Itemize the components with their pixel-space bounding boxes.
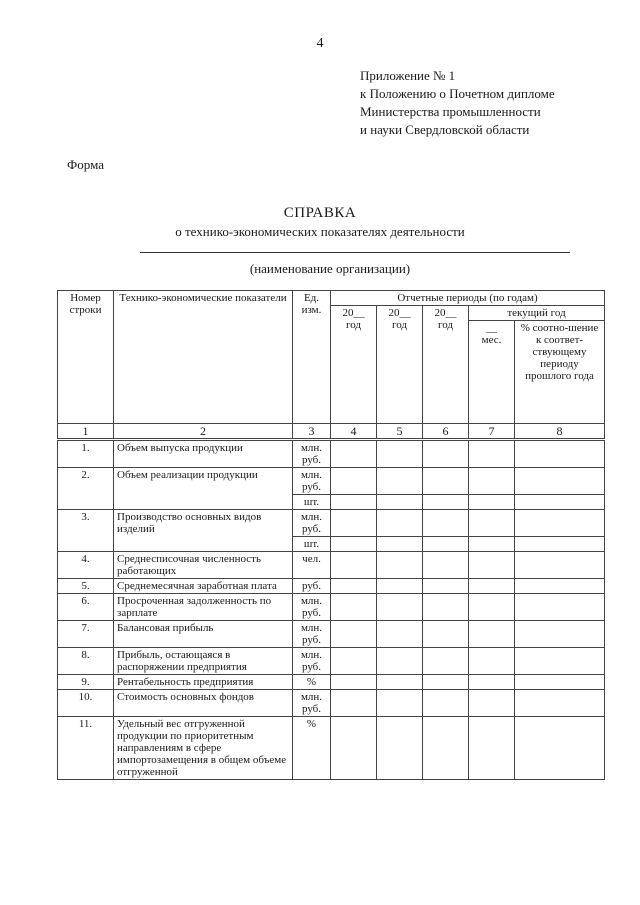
header-year-2: 20__ год bbox=[377, 306, 423, 424]
value-cell bbox=[423, 537, 469, 552]
appendix-line: Министерства промышленности bbox=[360, 104, 541, 119]
value-cell bbox=[469, 552, 515, 579]
value-cell bbox=[515, 552, 605, 579]
organization-name-caption: (наименование организации) bbox=[249, 261, 411, 276]
unit-cell: шт. bbox=[293, 537, 331, 552]
page-number: 4 bbox=[316, 36, 324, 51]
value-cell bbox=[515, 690, 605, 717]
value-cell bbox=[331, 537, 377, 552]
value-cell bbox=[515, 468, 605, 495]
value-cell bbox=[377, 648, 423, 675]
column-number: 5 bbox=[377, 424, 423, 440]
value-cell bbox=[469, 621, 515, 648]
value-cell bbox=[331, 440, 377, 468]
unit-cell: млн. руб. bbox=[293, 648, 331, 675]
table-row bbox=[58, 675, 605, 690]
value-cell bbox=[469, 537, 515, 552]
row-number: 9. bbox=[58, 675, 114, 690]
indicator-name: Стоимость основных фондов bbox=[114, 690, 293, 717]
indicator-name: Среднемесячная заработная плата bbox=[114, 579, 293, 594]
row-number: 6. bbox=[58, 594, 114, 621]
value-cell bbox=[377, 468, 423, 495]
value-cell bbox=[377, 510, 423, 537]
unit-cell: млн. руб. bbox=[293, 621, 331, 648]
value-cell bbox=[377, 552, 423, 579]
value-cell bbox=[469, 510, 515, 537]
appendix-line: Приложение № 1 bbox=[360, 68, 456, 83]
value-cell bbox=[423, 495, 469, 510]
row-number: 3. bbox=[58, 510, 114, 552]
table-row bbox=[58, 552, 605, 579]
value-cell bbox=[423, 510, 469, 537]
value-cell bbox=[515, 717, 605, 780]
value-cell bbox=[515, 579, 605, 594]
value-cell bbox=[469, 717, 515, 780]
unit-cell: млн. руб. bbox=[293, 468, 331, 495]
row-number: 4. bbox=[58, 552, 114, 579]
column-number: 7 bbox=[469, 424, 515, 440]
value-cell bbox=[423, 621, 469, 648]
column-number: 8 bbox=[515, 424, 605, 440]
value-cell bbox=[331, 594, 377, 621]
value-cell bbox=[331, 468, 377, 495]
indicator-name: Балансовая прибыль bbox=[114, 621, 293, 648]
row-number: 11. bbox=[58, 717, 114, 780]
header-year-3: 20__ год bbox=[423, 306, 469, 424]
value-cell bbox=[377, 537, 423, 552]
header-row bbox=[58, 291, 605, 306]
indicator-name: Объем реализации продукции bbox=[114, 468, 293, 510]
indicator-name: Рентабельность предприятия bbox=[114, 675, 293, 690]
header-current-year: текущий год bbox=[469, 306, 605, 321]
row-number: 5. bbox=[58, 579, 114, 594]
unit-cell: млн. руб. bbox=[293, 510, 331, 537]
row-number: 10. bbox=[58, 690, 114, 717]
indicator-name: Прибыль, остающаяся в распоряжении предприятия bbox=[114, 648, 293, 675]
indicator-name: Объем выпуска продукции bbox=[114, 440, 293, 468]
value-cell bbox=[469, 648, 515, 675]
value-cell bbox=[377, 579, 423, 594]
value-cell bbox=[423, 579, 469, 594]
value-cell bbox=[515, 648, 605, 675]
row-number: 8. bbox=[58, 648, 114, 675]
indicators-table bbox=[57, 290, 605, 780]
value-cell bbox=[377, 621, 423, 648]
indicator-name: Производство основных видов изделий bbox=[114, 510, 293, 552]
table-row bbox=[58, 621, 605, 648]
document-title: СПРАВКА bbox=[283, 205, 357, 221]
value-cell bbox=[515, 510, 605, 537]
header-periods: Отчетные периоды (по годам) bbox=[331, 291, 605, 306]
appendix-note bbox=[360, 67, 555, 139]
value-cell bbox=[377, 495, 423, 510]
value-cell bbox=[423, 675, 469, 690]
table-row bbox=[58, 468, 605, 495]
value-cell bbox=[423, 440, 469, 468]
value-cell bbox=[331, 648, 377, 675]
value-cell bbox=[469, 675, 515, 690]
appendix-line: к Положению о Почетном дипломе bbox=[360, 86, 555, 101]
value-cell bbox=[515, 594, 605, 621]
column-number: 1 bbox=[58, 424, 114, 440]
value-cell bbox=[423, 552, 469, 579]
unit-cell: % bbox=[293, 717, 331, 780]
indicator-name: Среднесписочная численность работающих bbox=[114, 552, 293, 579]
value-cell bbox=[331, 621, 377, 648]
table-body bbox=[58, 291, 605, 780]
value-cell bbox=[515, 440, 605, 468]
table-row bbox=[58, 440, 605, 468]
unit-cell: млн. руб. bbox=[293, 440, 331, 468]
unit-cell: шт. bbox=[293, 495, 331, 510]
value-cell bbox=[515, 495, 605, 510]
value-cell bbox=[331, 510, 377, 537]
value-cell bbox=[469, 468, 515, 495]
value-cell bbox=[377, 690, 423, 717]
header-month: __ мес. bbox=[469, 321, 515, 424]
header-row-number: Номер строки bbox=[58, 291, 114, 424]
form-label: Форма bbox=[67, 157, 104, 172]
value-cell bbox=[469, 495, 515, 510]
indicator-name: Удельный вес отгруженной продукции по приоритетным направлениям в сфере импортозамещения в общем объеме отгруженной bbox=[114, 717, 293, 780]
value-cell bbox=[423, 690, 469, 717]
value-cell bbox=[331, 495, 377, 510]
value-cell bbox=[331, 717, 377, 780]
unit-cell: % bbox=[293, 675, 331, 690]
value-cell bbox=[469, 579, 515, 594]
value-cell bbox=[423, 594, 469, 621]
value-cell bbox=[469, 440, 515, 468]
value-cell bbox=[331, 675, 377, 690]
table-row bbox=[58, 594, 605, 621]
value-cell bbox=[423, 468, 469, 495]
row-number: 1. bbox=[58, 440, 114, 468]
table-row bbox=[58, 717, 605, 780]
value-cell bbox=[423, 717, 469, 780]
value-cell bbox=[331, 579, 377, 594]
header-indicators: Технико-экономические показатели bbox=[114, 291, 293, 424]
value-cell bbox=[377, 594, 423, 621]
unit-cell: руб. bbox=[293, 579, 331, 594]
column-number-row bbox=[58, 424, 605, 440]
unit-cell: млн. руб. bbox=[293, 690, 331, 717]
column-number: 3 bbox=[293, 424, 331, 440]
header-percent: % соотно-шение к соответ-ствующему периоду прошлого года bbox=[515, 321, 605, 424]
table-row bbox=[58, 510, 605, 537]
indicator-name: Просроченная задолженность по зарплате bbox=[114, 594, 293, 621]
value-cell bbox=[469, 690, 515, 717]
value-cell bbox=[331, 552, 377, 579]
column-number: 4 bbox=[331, 424, 377, 440]
value-cell bbox=[515, 537, 605, 552]
document-subtitle: о технико-экономических показателях деятельности bbox=[175, 224, 465, 239]
row-number: 7. bbox=[58, 621, 114, 648]
unit-cell: чел. bbox=[293, 552, 331, 579]
column-number: 6 bbox=[423, 424, 469, 440]
value-cell bbox=[377, 440, 423, 468]
appendix-line: и науки Свердловской области bbox=[360, 122, 530, 137]
value-cell bbox=[377, 717, 423, 780]
column-number: 2 bbox=[114, 424, 293, 440]
value-cell bbox=[331, 690, 377, 717]
header-unit: Ед. изм. bbox=[293, 291, 331, 424]
unit-cell: млн. руб. bbox=[293, 594, 331, 621]
header-year-1: 20__ год bbox=[331, 306, 377, 424]
value-cell bbox=[515, 675, 605, 690]
value-cell bbox=[423, 648, 469, 675]
table-row bbox=[58, 690, 605, 717]
value-cell bbox=[377, 675, 423, 690]
value-cell bbox=[469, 594, 515, 621]
row-number: 2. bbox=[58, 468, 114, 510]
value-cell bbox=[515, 621, 605, 648]
organization-name-line bbox=[140, 252, 570, 253]
table-row bbox=[58, 579, 605, 594]
table-row bbox=[58, 648, 605, 675]
